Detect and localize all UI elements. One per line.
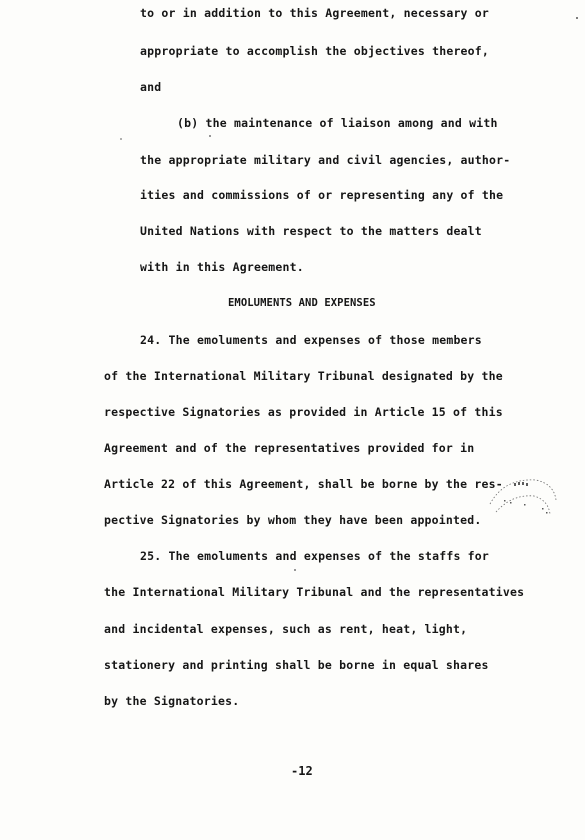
text-line: (b) the maintenance of liaison among and with (177, 116, 498, 130)
text-line: ities and commissions of or representing any of the (140, 188, 504, 202)
text-line: 24. The emoluments and expenses of those members (140, 333, 482, 347)
text-line: by the Signatories. (104, 694, 240, 708)
page-number: -12 (291, 764, 313, 778)
text-line: and incidental expenses, such as rent, heat, light, (104, 622, 468, 636)
text-line: appropriate to accomplish the objectives thereof, (140, 44, 490, 58)
text-line: 25. The emoluments and expenses of the staffs for (140, 549, 490, 563)
scan-speck (209, 135, 211, 137)
text-line: and (140, 80, 162, 94)
text-line: stationery and printing shall be borne in equal shares (104, 658, 489, 672)
stamp-mark (484, 474, 560, 522)
text-line: United Nations with respect to the matters dealt (140, 224, 482, 238)
text-line: of the International Military Tribunal designated by the (104, 369, 503, 383)
scan-speck (576, 17, 578, 19)
text-line: to or in addition to this Agreement, necessary or (140, 6, 490, 20)
text-line: Agreement and of the representatives provided for in (104, 441, 475, 455)
text-line: the International Military Tribunal and the representatives (104, 585, 525, 599)
text-line: the appropriate military and civil agencies, author- (140, 153, 511, 167)
text-line: pective Signatories by whom they have been appointed. (104, 513, 482, 527)
scan-speck (120, 138, 122, 140)
text-line: Article 22 of this Agreement, shall be borne by the res- (104, 477, 503, 491)
scan-speck (294, 569, 296, 571)
section-heading: EMOLUMENTS AND EXPENSES (228, 297, 376, 309)
text-line: respective Signatories as provided in Article 15 of this (104, 405, 503, 419)
text-line: with in this Agreement. (140, 260, 304, 274)
